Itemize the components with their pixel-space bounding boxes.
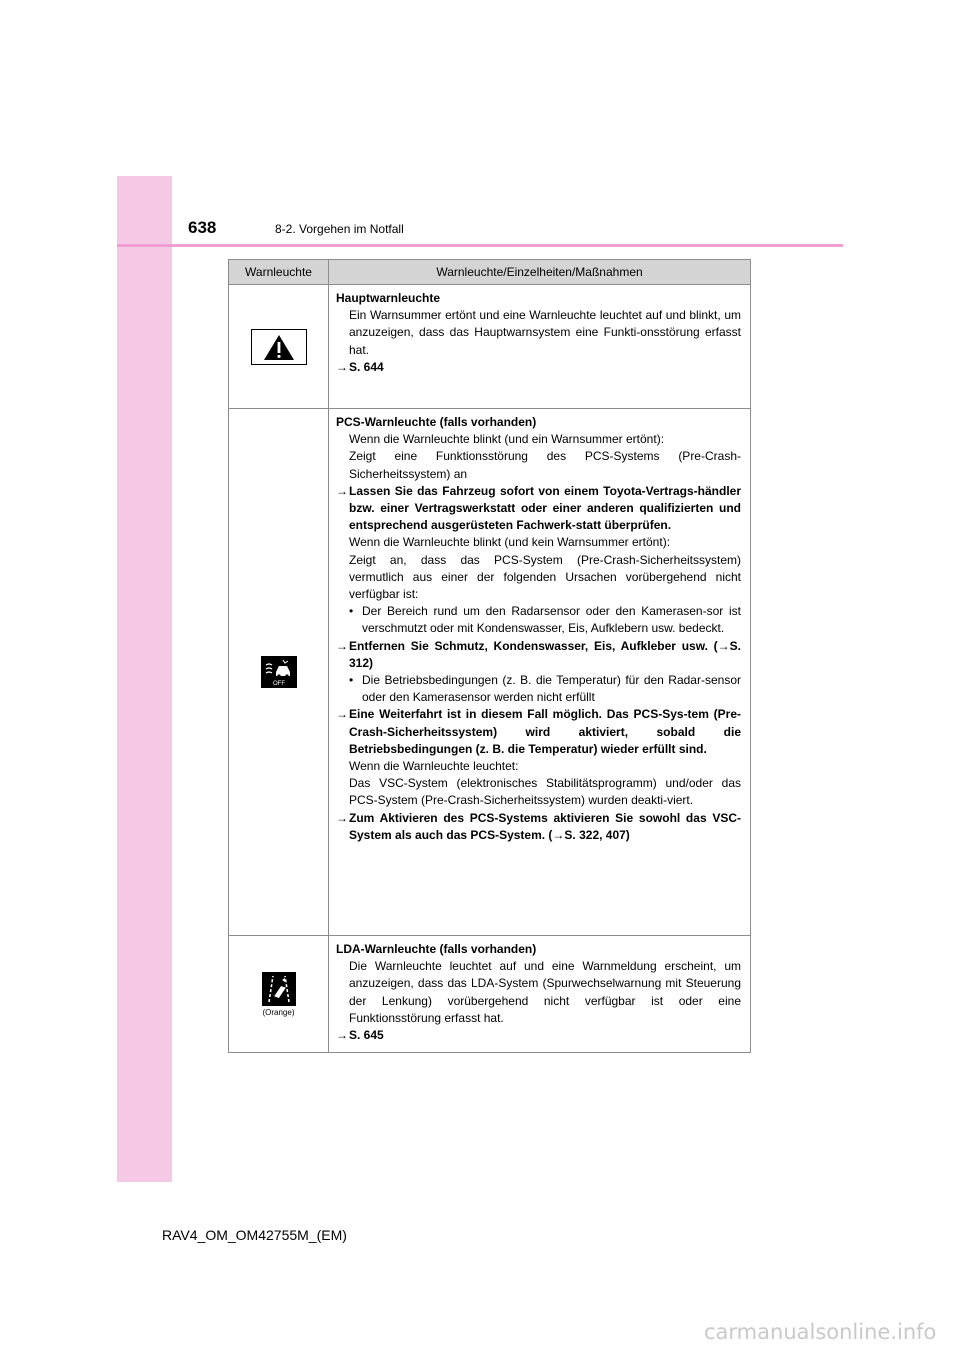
bullet-item (336, 672, 741, 706)
header-rule (117, 244, 843, 247)
arrow-glyph: → (336, 1028, 348, 1043)
paragraph: Zeigt eine Funktionsstörung des PCS-Systems (Pre-Crash-Sicherheitssystem) an (349, 449, 741, 481)
description-cell (329, 936, 751, 1053)
icon-cell (229, 285, 329, 409)
bullet-glyph: • (349, 604, 354, 619)
icon-cell (229, 409, 329, 936)
sidebar-band (117, 176, 172, 1182)
action-text: Zum Aktivieren des PCS-Systems aktivieren Sie sowohl das VSC-System als auch das PCS-System. (→S. 322, 407) (349, 810, 741, 842)
bullet-text: Die Betriebsbedingungen (z. B. die Temperatur) für den Radar-sensor oder den Kamerasensor werden nicht erfüllt (362, 673, 741, 705)
table-row (229, 285, 751, 409)
master-warning-icon (251, 329, 307, 365)
arrow-glyph: → (336, 810, 348, 825)
paragraph: Wenn die Warnleuchte leuchtet: (349, 759, 519, 774)
paragraph: Zeigt an, dass das PCS-System (Pre-Crash-Sicherheitssystem) vermutlich aus einer der folgenden Ursachen vorübergehend nicht verfügbar ist: (349, 552, 741, 602)
paragraph: Wenn die Warnleuchte blinkt (und ein Warnsummer ertönt): (349, 432, 665, 447)
table-header-row (229, 260, 751, 285)
document-id: RAV4_OM_OM42755M_(EM) (162, 1227, 347, 1243)
table-row (229, 409, 751, 936)
paragraph: Die Warnleuchte leuchtet auf und eine Warnmeldung erscheint, um anzuzeigen, dass das LDA-System (Spurwechselwarnung mit Steuerung der Lenkung) vorübergehend nicht verfügbar ist oder eine Funktionsstörung erfasst hat. (349, 959, 741, 1025)
page-reference-link[interactable]: S. 645 (349, 1028, 384, 1043)
reference (336, 1027, 741, 1044)
watermark: carmanualsonline.info (704, 1320, 937, 1344)
pcs-off-label: OFF (272, 681, 285, 687)
bullet-text: Der Bereich rund um den Radarsensor oder den Kamerasen-sor ist verschmutzt oder mit Kondenswasser, Eis, Aufklebern usw. bedeckt. (362, 604, 741, 636)
description-cell (329, 285, 751, 409)
paragraph: Wenn die Warnleuchte blinkt (und kein Warnsummer ertönt): (349, 535, 671, 550)
action-instruction (336, 638, 741, 672)
action-instruction (336, 706, 741, 758)
bullet-glyph: • (349, 673, 354, 688)
arrow-glyph: → (336, 359, 348, 374)
action-instruction (336, 810, 741, 844)
warning-table (228, 259, 751, 1053)
page-reference-link[interactable]: S. 644 (349, 359, 384, 374)
action-text: Lassen Sie das Fahrzeug sofort von einem Toyota-Vertrags-händler bzw. einer Vertragswerkstatt oder einer anderen qualifizierten und entsprechend ausgerüsteten Fachwerk-statt überprüfen. (349, 483, 741, 533)
description-cell (329, 409, 751, 936)
table-row (229, 936, 751, 1053)
arrow-glyph: → (336, 638, 348, 653)
reference (336, 359, 741, 376)
column-header-warnleuchte: Warnleuchte (229, 260, 329, 285)
column-header-details: Warnleuchte/Einzelheiten/Maßnahmen (329, 260, 751, 285)
page-number: 638 (188, 218, 217, 237)
paragraph: Das VSC-System (elektronisches Stabilitätsprogramm) und/oder das PCS-System (Pre-Crash-Sicherheitssystem) wurden deakti-viert. (349, 776, 741, 808)
bullet-item (336, 603, 741, 637)
arrow-glyph: → (336, 707, 348, 722)
icon-caption: (Orange) (262, 1007, 295, 1017)
action-instruction (336, 483, 741, 535)
action-text: Entfernen Sie Schmutz, Kondenswasser, Eis, Aufkleber usw. (→S. 312) (349, 638, 741, 670)
action-text: Eine Weiterfahrt ist in diesem Fall möglich. Das PCS-Sys-tem (Pre-Crash-Sicherheitssystem) wird aktiviert, sobald die Betriebsbedingungen (z. B. die Temperatur) wieder erfüllt sind. (349, 707, 741, 756)
icon-cell (229, 936, 329, 1053)
paragraph: Ein Warnsummer ertönt und eine Warnleuchte leuchtet auf und blinkt, um anzuzeigen, dass das Hauptwarnsystem eine Funkti-onsstörung erfasst hat. (349, 308, 741, 357)
pcs-off-icon (261, 656, 297, 688)
row-title: PCS-Warnleuchte (falls vorhanden) (336, 415, 537, 429)
lda-icon (262, 972, 296, 1006)
row-title: Hauptwarnleuchte (336, 291, 441, 305)
row-title: LDA-Warnleuchte (falls vorhanden) (336, 942, 537, 956)
section-title: 8-2. Vorgehen im Notfall (275, 222, 404, 236)
arrow-glyph: → (336, 483, 348, 498)
